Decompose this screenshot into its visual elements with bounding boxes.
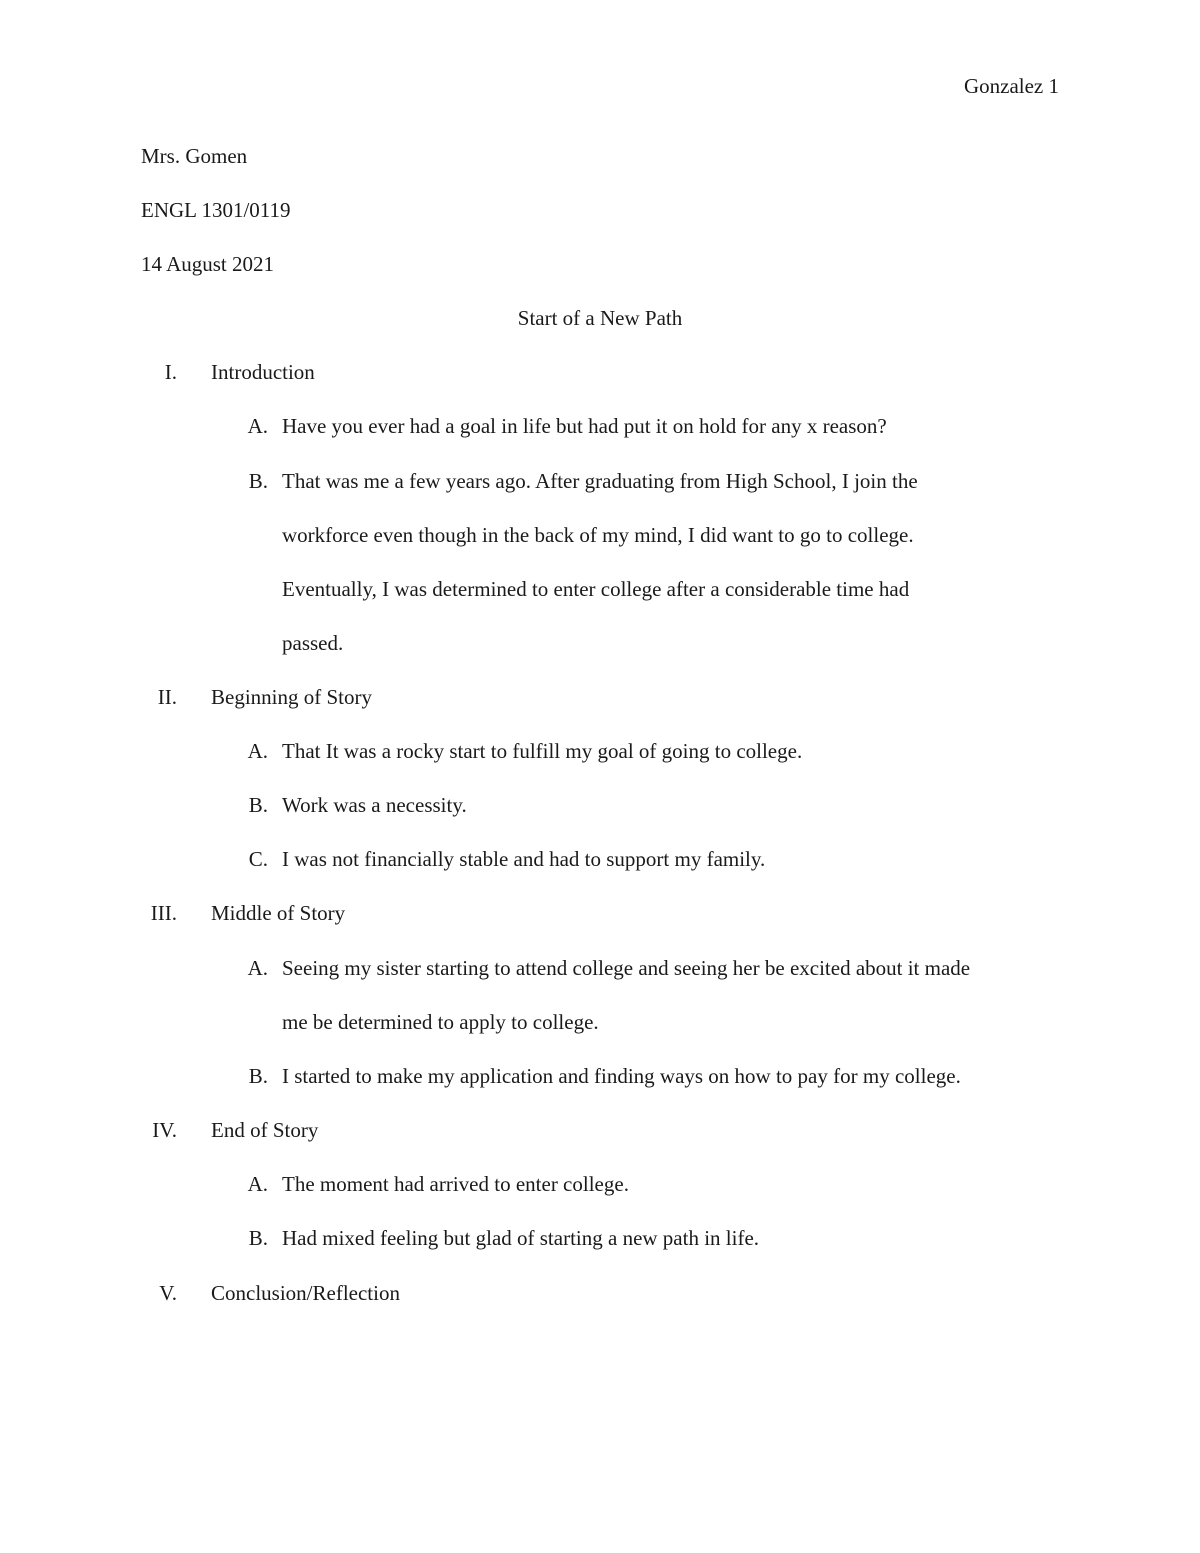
- item-letter: A.: [247, 1172, 268, 1196]
- item-text-line: I started to make my application and finding ways on how to pay for my college.: [282, 1064, 961, 1088]
- item-text-line: The moment had arrived to enter college.: [282, 1172, 629, 1196]
- essay-title: Start of a New Path: [517, 306, 683, 330]
- item-text-line: That It was a rocky start to fulfill my goal of going to college.: [282, 739, 803, 763]
- item-text-line: Work was a necessity.: [282, 793, 467, 817]
- item-letter: C.: [248, 847, 268, 871]
- item-letter: A.: [247, 739, 268, 763]
- section-numeral: I.: [164, 360, 177, 384]
- section-heading-beginning: Beginning of Story: [211, 685, 372, 709]
- item-letter: A.: [247, 956, 268, 980]
- item-text-line: Eventually, I was determined to enter college after a considerable time had: [282, 577, 910, 601]
- section-numeral: IV.: [152, 1118, 177, 1142]
- section-heading-end: End of Story: [211, 1118, 319, 1142]
- item-letter: B.: [248, 1226, 268, 1250]
- running-head: Gonzalez 1: [963, 74, 1059, 98]
- section-numeral: V.: [159, 1281, 177, 1305]
- section-heading-introduction: Introduction: [211, 360, 315, 384]
- course-number: ENGL 1301/0119: [141, 198, 291, 222]
- item-text-line: Have you ever had a goal in life but had put it on hold for any x reason?: [282, 414, 887, 438]
- item-letter: A.: [247, 414, 268, 438]
- item-letter: B.: [248, 469, 268, 493]
- item-text-line: Had mixed feeling but glad of starting a new path in life.: [282, 1226, 760, 1250]
- section-heading-middle: Middle of Story: [211, 901, 346, 925]
- item-letter: B.: [248, 1064, 268, 1088]
- item-text-line: Seeing my sister starting to attend college and seeing her be excited about it made: [282, 956, 971, 980]
- section-numeral: III.: [150, 901, 177, 925]
- instructor-name: Mrs. Gomen: [141, 144, 248, 168]
- section-heading-conclusion: Conclusion/Reflection: [211, 1281, 400, 1305]
- item-text-line: workforce even though in the back of my mind, I did want to go to college.: [282, 523, 914, 547]
- item-text-line: That was me a few years ago. After graduating from High School, I join the: [282, 469, 918, 493]
- item-letter: B.: [248, 793, 268, 817]
- item-text-line: I was not financially stable and had to support my family.: [282, 847, 766, 871]
- essay-date: 14 August 2021: [141, 252, 275, 276]
- item-text-line: me be determined to apply to college.: [282, 1010, 599, 1034]
- item-text-line: passed.: [282, 631, 344, 655]
- section-numeral: II.: [157, 685, 177, 709]
